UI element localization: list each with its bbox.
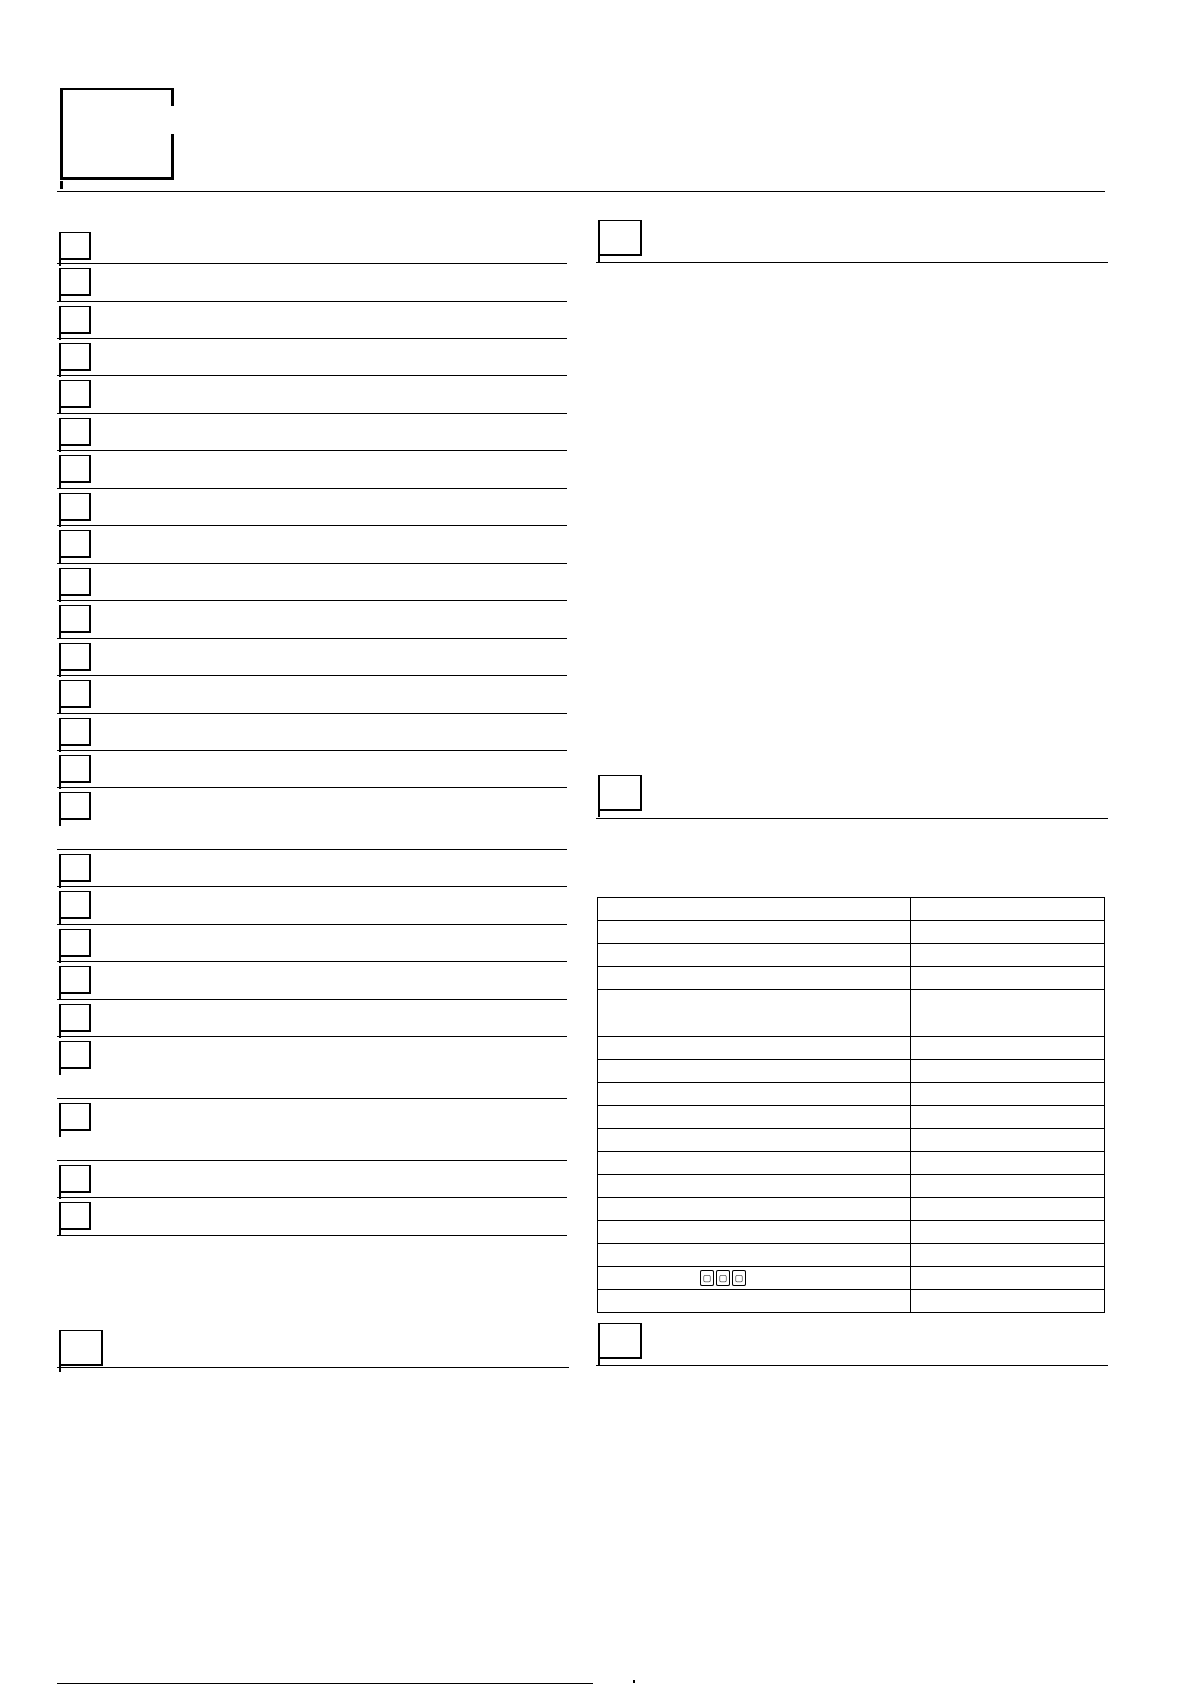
table-cell — [911, 1198, 1105, 1221]
table-row — [598, 1244, 1105, 1267]
table-cell — [598, 1129, 911, 1152]
list-item — [57, 889, 567, 925]
item-marker-icon — [59, 718, 91, 746]
list-item — [57, 341, 567, 376]
list-item — [57, 1002, 567, 1037]
item-marker-icon — [59, 568, 91, 596]
item-marker-icon — [59, 418, 91, 446]
table-cell — [911, 1106, 1105, 1129]
item-marker-icon — [59, 493, 91, 521]
list-item — [57, 1200, 567, 1236]
item-marker-icon — [59, 1103, 91, 1131]
item-marker-icon — [59, 929, 91, 957]
table-cell — [598, 967, 911, 990]
list-item — [57, 230, 567, 264]
list-item — [57, 852, 567, 887]
table-cell — [598, 1060, 911, 1083]
list-item — [57, 266, 567, 302]
table-cell — [598, 1106, 911, 1129]
list-item — [57, 378, 567, 414]
table-row — [598, 990, 1105, 1037]
table-cell — [911, 1060, 1105, 1083]
item-marker-icon — [59, 755, 91, 783]
table-cell — [598, 921, 911, 944]
table-row — [598, 1037, 1105, 1060]
item-marker-icon — [59, 854, 91, 882]
table-cell — [598, 1175, 911, 1198]
section-header-1 — [596, 220, 1108, 263]
table-cell — [911, 898, 1105, 921]
list-item — [57, 964, 567, 1000]
item-marker-icon — [59, 530, 91, 558]
list-item — [57, 491, 567, 526]
spec-table — [597, 897, 1105, 1313]
list-item — [57, 1163, 567, 1198]
section-marker-icon — [598, 220, 642, 256]
list-item — [57, 1039, 567, 1099]
table-cell — [598, 1152, 911, 1175]
table-cell — [911, 921, 1105, 944]
item-marker-icon — [59, 380, 91, 408]
item-marker-icon — [59, 680, 91, 708]
list-item — [57, 603, 567, 639]
table-row — [598, 1060, 1105, 1083]
list-item — [57, 678, 567, 714]
list-item — [57, 416, 567, 451]
header-rule — [57, 191, 1105, 192]
table-cell — [911, 1221, 1105, 1244]
list-item — [57, 566, 567, 601]
section-header-3 — [596, 1323, 1108, 1366]
table-cell — [911, 1244, 1105, 1267]
section-marker-icon — [598, 775, 642, 811]
item-marker-icon — [59, 792, 91, 820]
table-cell — [911, 1267, 1105, 1290]
table-row — [598, 1198, 1105, 1221]
list-item — [57, 790, 567, 850]
footer-rule — [57, 1683, 593, 1684]
table-cell — [598, 898, 911, 921]
item-marker-icon — [59, 1202, 91, 1230]
table-row — [598, 944, 1105, 967]
chapter-marker-icon — [60, 88, 174, 180]
item-marker-icon — [59, 1165, 91, 1193]
list-item — [57, 1101, 567, 1161]
list-item — [57, 641, 567, 676]
table-row — [598, 967, 1105, 990]
table-cell — [598, 1244, 911, 1267]
table-cell — [598, 1290, 911, 1313]
table-row — [598, 1106, 1105, 1129]
table-cell — [911, 990, 1105, 1037]
footer-mark — [633, 1680, 635, 1683]
item-marker-icon — [59, 306, 91, 334]
table-row — [598, 1267, 1105, 1290]
table-cell — [598, 944, 911, 967]
box-symbols-icon: ▢ ▢ ▢ — [700, 1270, 746, 1286]
table-row — [598, 921, 1105, 944]
item-marker-icon — [59, 1041, 91, 1069]
table-cell — [598, 1037, 911, 1060]
list-item — [57, 528, 567, 564]
item-marker-icon — [59, 343, 91, 371]
table-row — [598, 1175, 1105, 1198]
list-item — [57, 753, 567, 788]
section-header-left-bottom — [57, 1326, 569, 1368]
item-marker-icon — [59, 1004, 91, 1032]
table-cell — [911, 944, 1105, 967]
table-cell — [598, 1267, 911, 1290]
table-row — [598, 1152, 1105, 1175]
table-cell — [911, 1037, 1105, 1060]
table-row — [598, 1129, 1105, 1152]
table-cell — [598, 1083, 911, 1106]
table-cell — [911, 1129, 1105, 1152]
list-item — [57, 453, 567, 489]
table-cell — [598, 1198, 911, 1221]
item-marker-icon — [59, 966, 91, 994]
item-marker-icon — [59, 268, 91, 296]
table-cell — [598, 990, 911, 1037]
item-marker-icon — [59, 455, 91, 483]
item-marker-icon — [59, 891, 91, 919]
item-marker-icon — [59, 232, 91, 260]
table-cell — [911, 1083, 1105, 1106]
list-item — [57, 304, 567, 339]
list-item — [57, 927, 567, 962]
table-cell — [911, 1175, 1105, 1198]
table-cell — [911, 1290, 1105, 1313]
table-cell — [911, 967, 1105, 990]
item-marker-icon — [59, 605, 91, 633]
table-row — [598, 1221, 1105, 1244]
table-cell — [911, 1152, 1105, 1175]
section-marker-icon — [59, 1330, 103, 1366]
section-header-2 — [596, 775, 1108, 819]
table-row — [598, 1083, 1105, 1106]
section-marker-icon — [598, 1323, 642, 1359]
list-item — [57, 716, 567, 751]
table-row — [598, 898, 1105, 921]
table-cell — [598, 1221, 911, 1244]
item-marker-icon — [59, 643, 91, 671]
table-row — [598, 1290, 1105, 1313]
